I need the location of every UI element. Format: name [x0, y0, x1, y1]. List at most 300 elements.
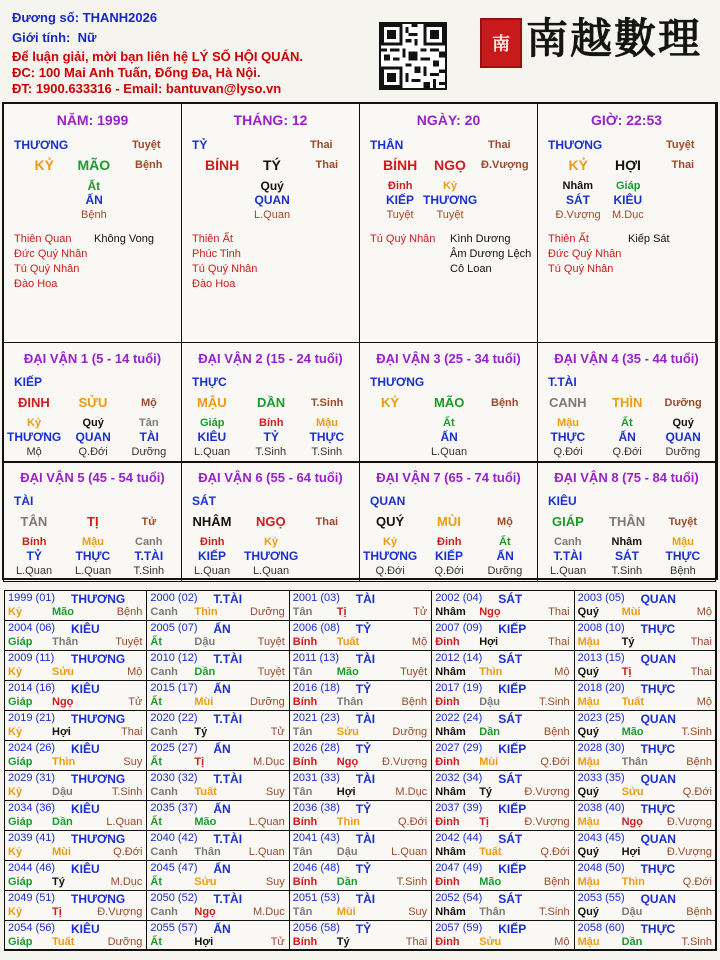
year-stem: Kỷ [8, 726, 23, 738]
hidden-stem: Nhâm [562, 180, 594, 192]
year-ten-god: ẤN [213, 742, 231, 756]
hidden-stem: Kỷ [443, 180, 458, 192]
year-cell[interactable] [146, 740, 289, 771]
year-label: 2026 (28) [292, 742, 340, 754]
branch-state: Tử [141, 516, 157, 528]
year-cell[interactable] [431, 890, 574, 921]
qr-code-icon[interactable] [379, 22, 447, 90]
year-label: 2016 (18) [292, 682, 340, 694]
ten-god-star: THÂN [370, 138, 404, 152]
year-ten-god: THƯƠNG [71, 772, 126, 786]
hidden-stage: Q.Đới [553, 446, 583, 458]
luck-pillar-title: ĐẠI VẬN 4 (35 - 44 tuổi) [554, 351, 699, 366]
hidden-ten-god: QUAN [254, 193, 290, 207]
pillar-cell [537, 103, 716, 343]
year-label: 2054 (56) [8, 922, 56, 934]
luck-pillar-cell[interactable] [181, 342, 360, 463]
auspicious-star: Đào Hoa [192, 278, 236, 290]
hidden-stem: Canh [135, 536, 163, 548]
year-ten-god: TỶ [355, 742, 372, 756]
year-cell[interactable] [574, 740, 717, 771]
year-branch: Dậu [194, 636, 216, 648]
year-cell[interactable] [289, 590, 432, 621]
year-ten-god: QUAN [640, 772, 676, 786]
year-cell[interactable] [431, 680, 574, 711]
year-label: 2051 (53) [292, 892, 340, 904]
branch-state: Thai [315, 516, 339, 528]
year-cell[interactable] [4, 800, 147, 831]
year-stem: Quý [577, 726, 599, 738]
year-cell[interactable] [4, 890, 147, 921]
year-stem: Kỷ [8, 666, 23, 678]
year-branch: Tý [621, 636, 635, 648]
year-stage: Tuyệt [400, 666, 428, 678]
year-branch: Mão [479, 876, 502, 888]
auspicious-star: Đức Quý Nhân [548, 248, 622, 260]
year-stem: Tân [292, 726, 313, 738]
year-ten-god: ẤN [213, 622, 231, 636]
year-cell[interactable] [289, 680, 432, 711]
year-label: 2029 (31) [8, 772, 56, 784]
year-cell[interactable] [289, 920, 432, 951]
life-stage: Thai [488, 139, 511, 151]
year-cell[interactable] [4, 920, 147, 951]
year-branch: Thìn [52, 756, 76, 768]
hidden-ten-god: ẤN [440, 430, 458, 444]
year-stage: M.Dục [110, 876, 143, 888]
gender-label: Giới tính: [12, 30, 71, 45]
year-cell[interactable] [574, 620, 717, 651]
hidden-ten-god: THƯƠNG [244, 549, 299, 563]
year-stage: Thai [405, 936, 428, 948]
year-stage: Suy [123, 756, 143, 768]
year-stage: Mộ [127, 666, 143, 678]
year-label: 2009 (11) [8, 652, 55, 664]
hidden-stem: Ất [621, 417, 633, 429]
hidden-ten-god: ẤN [496, 549, 514, 563]
hidden-ten-god: SÁT [566, 193, 590, 207]
year-cell[interactable] [574, 770, 717, 801]
hidden-stage: Q.Đới [78, 446, 108, 458]
year-cell[interactable] [146, 620, 289, 651]
year-ten-god: KIẾP [498, 622, 527, 636]
year-cell[interactable] [146, 710, 289, 741]
year-cell[interactable] [4, 770, 147, 801]
hidden-stage: Q.Đới [375, 565, 405, 577]
year-ten-god: KIẾP [498, 862, 527, 876]
hidden-stem: Tân [139, 417, 159, 429]
year-cell[interactable] [431, 710, 574, 741]
hidden-stem: Mậu [82, 536, 104, 548]
year-stem: Giáp [8, 876, 33, 888]
hidden-ten-god: THỰC [309, 430, 345, 444]
yearly-table [4, 590, 716, 950]
year-branch: Dậu [52, 786, 73, 798]
year-label: 2007 (09) [435, 622, 483, 634]
hidden-stem: Canh [554, 536, 582, 548]
year-label: 2014 (16) [8, 682, 56, 694]
year-cell[interactable] [289, 830, 432, 861]
year-cell[interactable] [146, 830, 289, 861]
year-cell[interactable] [431, 740, 574, 771]
year-ten-god: QUAN [640, 652, 676, 666]
year-ten-god: SÁT [498, 892, 523, 906]
ten-god-star: T.TÀI [548, 375, 577, 389]
year-stage: Q.Đới [540, 756, 570, 768]
year-cell[interactable] [431, 860, 574, 891]
year-cell[interactable] [4, 860, 147, 891]
year-cell[interactable] [431, 650, 574, 681]
hidden-stage: Mộ [26, 446, 42, 458]
year-stem: Bính [292, 636, 318, 648]
hidden-stem: Mậu [557, 417, 579, 429]
year-cell[interactable] [146, 680, 289, 711]
year-label: 2035 (37) [150, 802, 198, 814]
year-stage: L.Quan [248, 816, 285, 828]
branch-state: Mộ [497, 516, 513, 528]
branch-state: Bệnh [491, 397, 519, 409]
year-stem: Quý [577, 846, 599, 858]
year-ten-god: KIÊU [71, 682, 100, 696]
luck-pillar-cell[interactable] [537, 461, 716, 582]
year-stage: Đ.Vượng [524, 786, 570, 798]
year-cell[interactable] [289, 800, 432, 831]
year-stage: Bệnh [401, 696, 428, 708]
year-cell[interactable] [4, 830, 147, 861]
year-cell[interactable] [146, 920, 289, 951]
year-stage: T.Sinh [111, 786, 143, 798]
year-label: 2042 (44) [435, 832, 483, 844]
year-stem: Giáp [8, 816, 33, 828]
year-label: 2020 (22) [150, 712, 198, 724]
year-cell[interactable] [4, 680, 147, 711]
inauspicious-star: Kình Dương [450, 233, 511, 245]
year-stem: Mậu [577, 816, 600, 828]
ten-god-star: SÁT [192, 494, 216, 508]
year-cell[interactable] [146, 800, 289, 831]
year-label: 2004 (06) [8, 622, 56, 634]
year-branch: Mão [52, 606, 74, 618]
pillar-title: GIỜ: 22:53 [590, 112, 663, 128]
hidden-stem: Giáp [200, 417, 225, 429]
pillar-title: NĂM: 1999 [56, 112, 129, 128]
year-stage: T.Sinh [539, 696, 570, 708]
hidden-ten-god: THƯƠNG [363, 549, 418, 563]
year-cell[interactable] [574, 680, 717, 711]
auspicious-star: Thiên Ất [192, 233, 233, 245]
year-stem: Bính [292, 876, 318, 888]
life-stage: Tuyệt [132, 139, 161, 151]
year-branch: Sửu [336, 726, 359, 738]
year-stem: Đinh [435, 636, 460, 648]
year-cell[interactable] [4, 740, 147, 771]
hidden-stage: Bệnh [670, 565, 696, 577]
year-branch: Dậu [336, 846, 358, 858]
year-cell[interactable] [289, 740, 432, 771]
luck-pillar-cell[interactable] [3, 342, 182, 463]
auspicious-star: Thiên Quan [14, 233, 72, 245]
year-stem: Đinh [435, 696, 460, 708]
year-ten-god: TÀI [355, 652, 376, 666]
year-ten-god: TÀI [355, 892, 376, 906]
year-cell[interactable] [431, 920, 574, 951]
year-branch: Dần [336, 876, 358, 888]
year-label: 2045 (47) [150, 862, 198, 874]
hidden-ten-god: TỶ [26, 549, 42, 563]
year-ten-god: THỰC [640, 862, 676, 876]
year-label: 2017 (19) [435, 682, 483, 694]
year-cell[interactable] [146, 890, 289, 921]
hidden-stage: Tuyệt [386, 209, 414, 221]
hidden-ten-god: KIẾP [198, 549, 227, 563]
auspicious-star: Tú Quý Nhân [548, 263, 614, 275]
year-branch: Tị [479, 816, 489, 828]
year-stage: T.Sinh [681, 936, 712, 948]
year-branch: Mùi [336, 906, 356, 918]
year-ten-god: KIÊU [71, 742, 100, 756]
year-branch: Thân [336, 696, 364, 708]
year-stage: Q.Đới [397, 816, 428, 828]
year-cell[interactable] [289, 860, 432, 891]
year-cell[interactable] [574, 860, 717, 891]
year-cell[interactable] [146, 770, 289, 801]
year-cell[interactable] [431, 590, 574, 621]
luck-pillar-cell[interactable] [359, 342, 538, 463]
year-label: 2039 (41) [8, 832, 56, 844]
year-cell[interactable] [431, 770, 574, 801]
year-label: 2022 (24) [435, 712, 483, 724]
year-ten-god: KIẾP [498, 742, 527, 756]
year-branch: Mùi [52, 846, 71, 858]
year-stage: T.Sinh [681, 726, 712, 738]
year-label: 2055 (57) [150, 922, 198, 934]
pillar-title: NGÀY: 20 [416, 112, 481, 128]
earthly-branch: SỬU [78, 395, 108, 410]
year-stem: Kỷ [8, 606, 23, 618]
year-cell[interactable] [289, 650, 432, 681]
header [0, 0, 720, 100]
year-stem: Quý [577, 666, 599, 678]
hidden-stage: Q.Đới [434, 565, 464, 577]
year-cell[interactable] [289, 770, 432, 801]
year-cell[interactable] [146, 860, 289, 891]
year-cell[interactable] [289, 710, 432, 741]
branch-state: Đ.Vượng [481, 159, 529, 171]
ten-god-star: QUAN [370, 494, 406, 508]
hidden-stage: Q.Đới [612, 446, 642, 458]
year-label: 2032 (34) [435, 772, 483, 784]
year-cell[interactable] [431, 800, 574, 831]
year-label: 2019 (21) [8, 712, 56, 724]
year-stage: Thai [690, 666, 712, 678]
hidden-stem: Mậu [672, 536, 694, 548]
year-stem: Đinh [435, 756, 460, 768]
year-stem: Nhâm [435, 726, 466, 738]
year-branch: Ngọ [194, 906, 216, 918]
luck-pillar-title: ĐẠI VẬN 1 (5 - 14 tuổi) [23, 351, 162, 366]
hidden-ten-god: T.TÀI [134, 549, 164, 563]
branch-state: Dưỡng [664, 397, 702, 409]
year-stem: Giáp [8, 756, 33, 768]
seal-text: 南 [492, 34, 510, 55]
year-ten-god: THƯƠNG [71, 652, 126, 666]
year-stage: Suy [265, 876, 285, 888]
luck-pillar-title: ĐẠI VẬN 7 (65 - 74 tuổi) [376, 470, 521, 485]
year-stage: Dưỡng [250, 606, 285, 618]
year-cell[interactable] [4, 710, 147, 741]
ten-god-star: KIÊU [548, 494, 577, 508]
year-cell[interactable] [146, 650, 289, 681]
hidden-stage: M.Dục [612, 209, 644, 221]
luck-pillar-cell[interactable] [3, 461, 182, 582]
year-label: 2024 (26) [8, 742, 56, 754]
earthly-branch: NGỌ [256, 514, 286, 529]
year-branch: Hợi [479, 636, 499, 648]
earthly-branch: THÂN [609, 514, 646, 529]
year-stem: Giáp [8, 636, 33, 648]
year-stage: L.Quan [106, 816, 143, 828]
hidden-ten-god: T.TÀI [553, 549, 583, 563]
year-label: 2048 (50) [577, 862, 625, 874]
hidden-ten-god: TÀI [139, 430, 159, 444]
gender-value: Nữ [77, 30, 97, 45]
auspicious-star: Phúc Tinh [192, 248, 241, 260]
ten-god-star: TÀI [14, 494, 34, 508]
year-stage: Suy [408, 906, 428, 918]
year-branch: Hợi [621, 846, 641, 858]
year-cell[interactable] [431, 830, 574, 861]
year-stage: Q.Đới [113, 846, 143, 858]
year-ten-god: QUAN [640, 892, 676, 906]
hidden-stem: Bính [22, 536, 47, 548]
year-ten-god: TÀI [355, 712, 376, 726]
year-branch: Mùi [479, 756, 499, 768]
year-stage: Thai [690, 636, 712, 648]
year-branch: Hợi [52, 726, 71, 738]
year-stage: Thai [120, 726, 143, 738]
year-cell[interactable] [431, 620, 574, 651]
year-stem: Đinh [435, 876, 460, 888]
year-ten-god: TỶ [355, 862, 372, 876]
year-cell[interactable] [574, 650, 717, 681]
hidden-ten-god: THỰC [550, 430, 586, 444]
hidden-stem: Đinh [437, 536, 462, 548]
year-stage: Thai [548, 606, 570, 618]
luck-pillar-title: ĐẠI VẬN 8 (75 - 84 tuổi) [554, 470, 699, 485]
year-ten-god: TÀI [355, 832, 376, 846]
year-label: 2033 (35) [577, 772, 625, 784]
ten-god-star: THƯƠNG [14, 138, 69, 152]
year-branch: Tý [194, 726, 208, 738]
year-stem: Quý [577, 786, 599, 798]
owner-line [12, 10, 157, 26]
year-stem: Canh [150, 906, 178, 918]
year-label: 2027 (29) [435, 742, 483, 754]
year-ten-god: KIẾP [498, 922, 527, 936]
year-label: 2003 (05) [577, 592, 625, 604]
hidden-stage: Tuyệt [436, 209, 464, 221]
year-stage: L.Quan [248, 846, 285, 858]
year-cell[interactable] [289, 620, 432, 651]
auspicious-star: Đào Hoa [14, 278, 58, 290]
year-ten-god: T.TÀI [213, 772, 243, 786]
year-branch: Thân [194, 846, 221, 858]
year-cell[interactable] [574, 710, 717, 741]
year-label: 2008 (10) [577, 622, 625, 634]
year-cell[interactable] [4, 620, 147, 651]
year-cell[interactable] [146, 590, 289, 621]
year-stem: Kỷ [8, 786, 23, 798]
year-ten-god: THƯƠNG [71, 892, 126, 906]
year-stage: Đ.Vượng [666, 846, 712, 858]
brand-logo [500, 6, 702, 66]
year-stem: Đinh [435, 816, 460, 828]
year-stem: Bính [292, 816, 318, 828]
hidden-stage: T.Sinh [133, 565, 165, 577]
year-branch: Tuất [621, 696, 644, 708]
inauspicious-star: Không Vong [94, 233, 154, 245]
auspicious-star: Đức Quý Nhân [14, 248, 88, 260]
hidden-stem: Quý [672, 417, 694, 429]
heavenly-stem: KỶ [568, 157, 588, 173]
auspicious-star: Tú Quý Nhân [370, 233, 436, 245]
hidden-ten-god: KIÊU [613, 193, 643, 207]
year-cell[interactable] [4, 590, 147, 621]
year-ten-god: QUAN [640, 832, 676, 846]
hidden-ten-god: QUAN [665, 430, 701, 444]
year-ten-god: T.TÀI [213, 652, 243, 666]
earthly-branch: MÙI [437, 514, 461, 529]
hidden-stage: Dưỡng [131, 446, 167, 458]
year-stem: Tân [292, 666, 313, 678]
year-cell[interactable] [574, 830, 717, 861]
year-cell[interactable] [574, 590, 717, 621]
earthly-branch: MÃO [77, 157, 111, 173]
hidden-stage: T.Sinh [611, 565, 643, 577]
year-cell[interactable] [574, 800, 717, 831]
hidden-stem: Quý [260, 179, 284, 193]
year-cell[interactable] [574, 890, 717, 921]
luck-pillar-cell[interactable] [359, 461, 538, 582]
year-stage: Tử [270, 936, 285, 948]
luck-pillar-cell[interactable] [537, 342, 716, 463]
phone-email-line[interactable]: ĐT: 1900.633316 - Email: bantuvan@lyso.vn [12, 81, 282, 96]
year-stem: Đinh [435, 936, 460, 948]
year-stem: Ất [150, 636, 162, 648]
year-stage: Tử [270, 726, 285, 738]
hidden-stage: Bệnh [81, 209, 107, 221]
hidden-stage: Đ.Vượng [555, 209, 601, 221]
year-branch: Hợi [194, 936, 214, 948]
year-stage: Tuyệt [257, 666, 285, 678]
auspicious-star: Tú Quý Nhân [14, 263, 80, 275]
year-cell[interactable] [289, 890, 432, 921]
year-stem: Quý [577, 906, 599, 918]
hidden-stem: Ất [87, 179, 101, 193]
year-label: 2047 (49) [435, 862, 483, 874]
year-ten-god: THỰC [640, 922, 676, 936]
year-ten-god: SÁT [498, 772, 523, 786]
pillar-cell [359, 103, 538, 343]
year-ten-god: THỰC [640, 682, 676, 696]
year-stage: Tử [413, 606, 428, 618]
hidden-stage: L.Quan [75, 565, 112, 577]
year-cell[interactable] [4, 650, 147, 681]
year-ten-god: T.TÀI [213, 712, 243, 726]
year-label: 2050 (52) [150, 892, 198, 904]
luck-pillar-cell[interactable] [181, 461, 360, 582]
year-cell[interactable] [574, 920, 717, 951]
